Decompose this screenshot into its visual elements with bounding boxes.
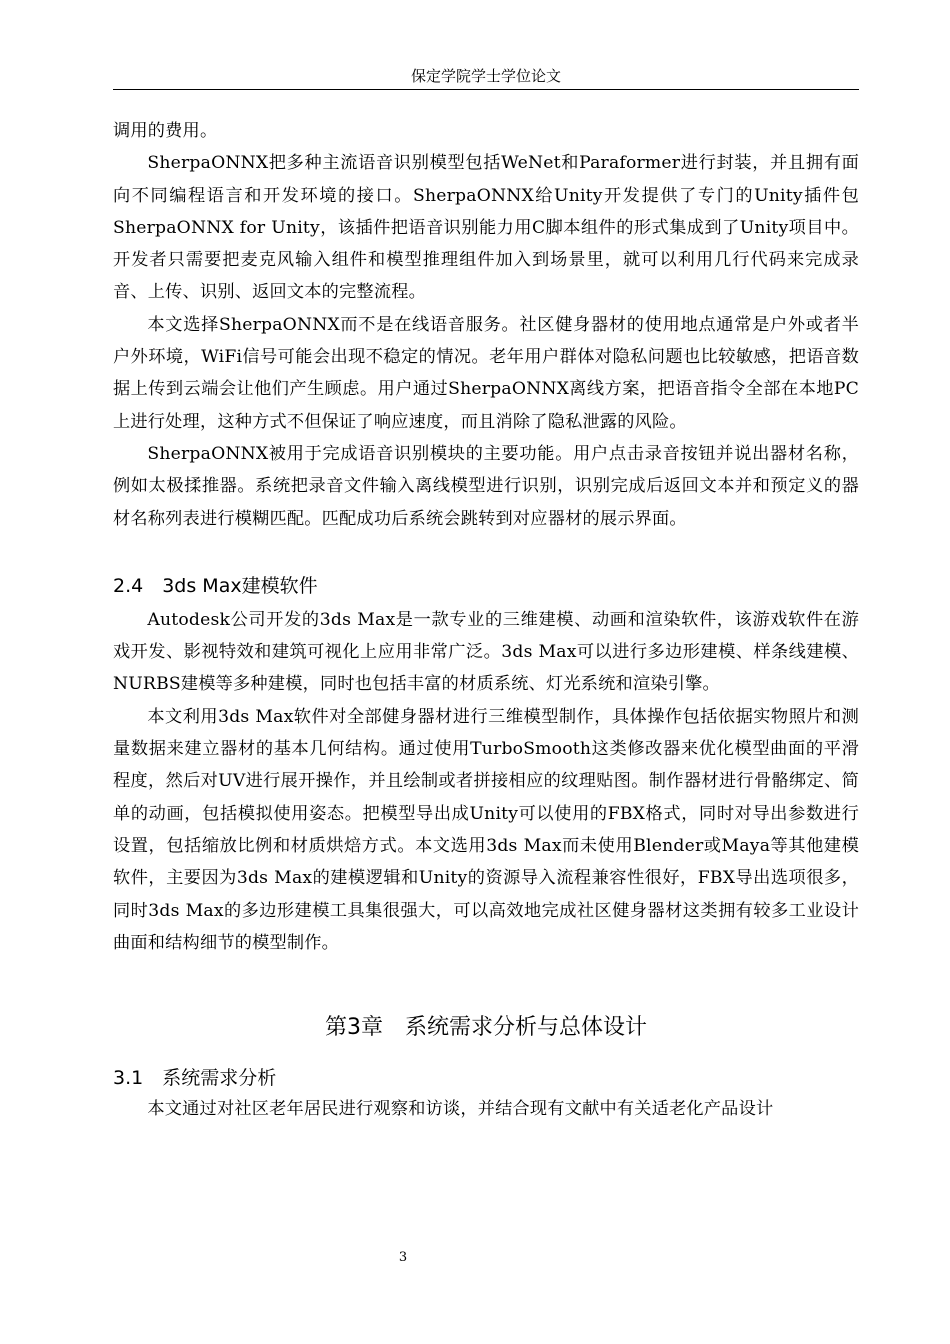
section-spacer: [113, 1045, 859, 1063]
header-rule: [113, 89, 859, 90]
section-heading-2-4: 2.4 3ds Max建模软件: [113, 574, 318, 597]
page-body: [113, 115, 859, 1125]
chapter-spacer: [113, 959, 859, 1011]
paragraph: SherpaONNX被用于完成语音识别模块的主要功能。用户点击录音按钮并说出器材名称，例如太极揉推器。系统把录音文件输入离线模型进行识别，识别完成后返回文本并和预定义的器材名称列表进行模糊匹配。匹配成功后系统会跳转到对应器材的展示界面。: [113, 443, 859, 529]
section-spacer: [113, 535, 859, 571]
paragraph: Autodesk公司开发的3ds Max是一款专业的三维建模、动画和渲染软件，该游戏软件在游戏开发、影视特效和建筑可视化上应用非常广泛。3ds Max可以进行多边形建模、样条线建模、NURBS建模等多种建模，同时也包括丰富的材质系统、灯光系统和渲染引擎。: [113, 609, 859, 695]
paragraph: 本文选择SherpaONNX而不是在线语音服务。社区健身器材的使用地点通常是户外或者半户外环境，WiFi信号可能会出现不稳定的情况。老年用户群体对隐私问题也比较敏感，把语音数据上传到云端会让他们产生顾虑。用户通过SherpaONNX离线方案，把语音指令全部在本地PC上进行处理，这种方式不但保证了响应速度，而且消除了隐私泄露的风险。: [113, 314, 859, 432]
paragraph: 本文利用3ds Max软件对全部健身器材进行三维模型制作，具体操作包括依据实物照片和测量数据来建立器材的基本几何结构。通过使用TurboSmooth这类修改器来优化模型曲面的平滑程度，然后对UV进行展开操作，并且绘制或者拼接相应的纹理贴图。制作器材进行骨骼绑定、简单的动画，包括模拟使用姿态。把模型导出成Unity可以使用的FBX格式，同时对导出参数进行设置，包括缩放比例和材质烘焙方式。本文选用3ds Max而未使用Blender或Maya等其他建模软件，主要因为3ds Max的建模逻辑和Unity的资源导入流程兼容性很好，FBX导出选项很多，同时3ds Max的多边形建模工具集很强大，可以高效地完成社区健身器材这类拥有较多工业设计曲面和结构细节的模型制作。: [113, 706, 859, 953]
paragraph: 调用的费用。: [113, 121, 218, 141]
page-number: 3: [398, 1250, 408, 1265]
paragraph: SherpaONNX把多种主流语音识别模型包括WeNet和Paraformer进行封装，并且拥有面向不同编程语言和开发环境的接口。SherpaONNX给Unity开发提供了专门的Unity插件包SherpaONNX for Unity，该插件把语音识别能力用C脚本组件的形式集成到了Unity项目中。开发者只需要把麦克风输入组件和模型推理组件加入到场景里，就可以利用几行代码来完成录音、上传、识别、返回文本的完整流程。: [113, 153, 859, 303]
paragraph: 本文通过对社区老年居民进行观察和访谈，并结合现有文献中有关适老化产品设计: [147, 1099, 774, 1120]
section-heading-3-1: 3.1 系统需求分析: [113, 1067, 277, 1090]
chapter-heading: 第3章 系统需求分析与总体设计: [325, 1015, 647, 1041]
running-header: 保定学院学士学位论文: [410, 67, 561, 85]
